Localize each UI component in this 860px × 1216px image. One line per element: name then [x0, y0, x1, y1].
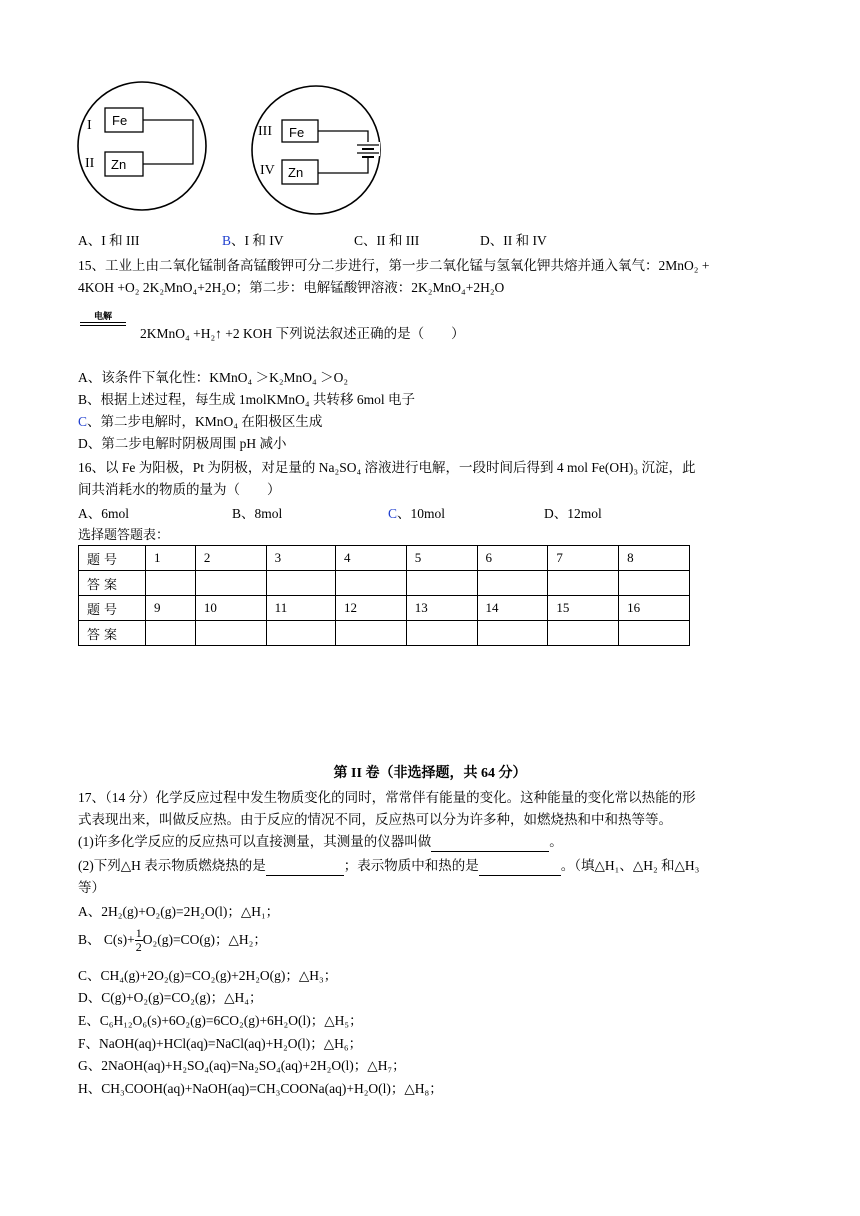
- table-row: [79, 571, 690, 596]
- fe-label-2: Fe: [289, 125, 305, 140]
- q15-option-d: D、第二步电解时阴极周围 pH 减小: [78, 436, 287, 451]
- answer-cell[interactable]: [548, 621, 619, 646]
- answer-cell[interactable]: [619, 621, 690, 646]
- q17-line-2: 式表现出来，叫做反应热。由于反应的情况不同，反应热可以分为许多种，如燃烧热和中和热等等。: [78, 812, 672, 827]
- table-row: 题号 1 2 3 4 5 6 7 8: [79, 546, 690, 571]
- q16-option-b: B、8mol: [232, 506, 283, 521]
- row-label: 题号: [79, 596, 146, 621]
- row-label: 答案: [79, 571, 146, 596]
- answer-cell[interactable]: [195, 621, 266, 646]
- answer-blank[interactable]: [431, 833, 549, 852]
- answer-blank[interactable]: [479, 857, 561, 876]
- q16-line-2: 间共消耗水的物质的量为（ ）: [78, 482, 281, 497]
- q17-sub2-cont: 等）: [78, 880, 105, 895]
- q15-line-1: 15、工业上由二氧化锰制备高锰酸钾可分二步进行，第一步二氧化锰与氢氧化钾共熔并通入氧气：2MnO₂ +: [78, 258, 710, 273]
- answer-cell[interactable]: [266, 571, 335, 596]
- equation-f: F、NaOH(aq)+HCl(aq)=NaCl(aq)+H₂O(l)；△H₆；: [78, 1036, 363, 1051]
- answer-cell[interactable]: [146, 621, 196, 646]
- q14-option-d: D、II 和 IV: [480, 233, 547, 248]
- answer-cell[interactable]: [619, 571, 690, 596]
- answer-cell[interactable]: [266, 621, 335, 646]
- q16-option-d: D、12mol: [544, 506, 602, 521]
- answer-cell[interactable]: [548, 571, 619, 596]
- q17-sub1: (1)许多化学反应的反应热可以直接测量，其测量的仪器叫做 。: [78, 833, 563, 852]
- answer-cell[interactable]: [406, 571, 477, 596]
- answer-cell[interactable]: [406, 621, 477, 646]
- row-label: 题号: [79, 546, 146, 571]
- zn-label-1: Zn: [111, 157, 127, 172]
- table-row: 题号 9 10 11 12 13 14 15 16: [79, 596, 690, 621]
- answer-blank[interactable]: [266, 857, 344, 876]
- q15-option-a: A、该条件下氧化性：KMnO₄ ＞K₂MnO₄ ＞O₂: [78, 370, 349, 385]
- battery-icon: [356, 142, 380, 157]
- answer-cell[interactable]: [477, 621, 548, 646]
- label-I: I: [87, 118, 92, 133]
- table-row: [79, 621, 690, 646]
- q14-option-b: B、I 和 IV: [222, 233, 284, 248]
- label-IV: IV: [260, 163, 275, 178]
- answer-table-caption: 选择题答题表：: [78, 527, 170, 542]
- q16-option-c: C、10mol: [388, 506, 446, 521]
- answer-cell[interactable]: [335, 571, 406, 596]
- q14-option-a: A、I 和 III: [78, 233, 140, 248]
- q14-option-c: C、II 和 III: [354, 233, 420, 248]
- q15-option-b: B、根据上述过程，每生成 1molKMnO₄ 共转移 6mol 电子: [78, 392, 415, 407]
- answer-table: [78, 545, 690, 646]
- equation-h: H、CH₃COOH(aq)+NaOH(aq)=CH₃COONa(aq)+H₂O(l)；△H₈；: [78, 1081, 443, 1096]
- equation-g: G、2NaOH(aq)+H₂SO₄(aq)=Na₂SO₄(aq)+2H₂O(l)；△H₇；: [78, 1058, 406, 1073]
- q16-line-1: 16、以 Fe 为阳极，Pt 为阴极，对足量的 Na₂SO₄ 溶液进行电解，一段时间后得到 4 mol Fe(OH)₃ 沉淀，此: [78, 460, 696, 475]
- fe-label-1: Fe: [112, 113, 128, 128]
- equation-c: C、CH₄(g)+2O₂(g)=CO₂(g)+2H₂O(g)；△H₃；: [78, 968, 338, 983]
- answer-cell[interactable]: [195, 571, 266, 596]
- answer-cell[interactable]: [477, 571, 548, 596]
- row-label: 答案: [79, 621, 146, 646]
- equation-a: A、2H₂(g)+O₂(g)=2H₂O(l)；△H₁；: [78, 904, 280, 919]
- answer-cell[interactable]: [335, 621, 406, 646]
- equation-d: D、C(g)+O₂(g)=CO₂(g)；△H₄；: [78, 990, 263, 1005]
- answer-cell[interactable]: [146, 571, 196, 596]
- label-II: II: [85, 156, 95, 171]
- equation-e: E、C₆H₁₂O₆(s)+6O₂(g)=6CO₂(g)+6H₂O(l)；△H₅；: [78, 1013, 363, 1028]
- zn-label-2: Zn: [288, 165, 304, 180]
- q17-sub2: (2)下列△H 表示物质燃烧热的是 ；表示物质中和热的是 。（填△H₁、△H₂ 和△H₃: [78, 857, 699, 876]
- q17-line-1: 17、（14 分）化学反应过程中发生物质变化的同时，常常伴有能量的变化。这种能量的变化常以热能的形: [78, 790, 696, 805]
- equation-b: B、 C(s)+ $\frac{1}{2}$ O₂(g)=CO(g)；△H₂；: [78, 926, 267, 955]
- fraction-one-half: $\frac{1}{2}$: [135, 926, 142, 955]
- q15-option-c: C、第二步电解时，KMnO₄ 在阳极区生成: [78, 414, 323, 429]
- wire-1: [143, 120, 193, 164]
- q16-option-a: A、6mol: [78, 506, 130, 521]
- label-III: III: [258, 124, 272, 139]
- q15-line-3: 2KMnO₄ +H₂↑ +2 KOH 下列说法叙述正确的是（ ）: [140, 326, 465, 341]
- cell-circle-1: [78, 82, 206, 210]
- q15-line-2: 4KOH +O₂ 2K₂MnO₄+2H₂O；第二步：电解锰酸钾溶液：2K₂MnO₄+2H₂O: [78, 280, 505, 295]
- electrochemistry-figure: [70, 76, 400, 222]
- electrolysis-arrow: 电解: [80, 312, 126, 326]
- section-2-title: 第 II 卷（非选择题，共 64 分）: [333, 766, 527, 781]
